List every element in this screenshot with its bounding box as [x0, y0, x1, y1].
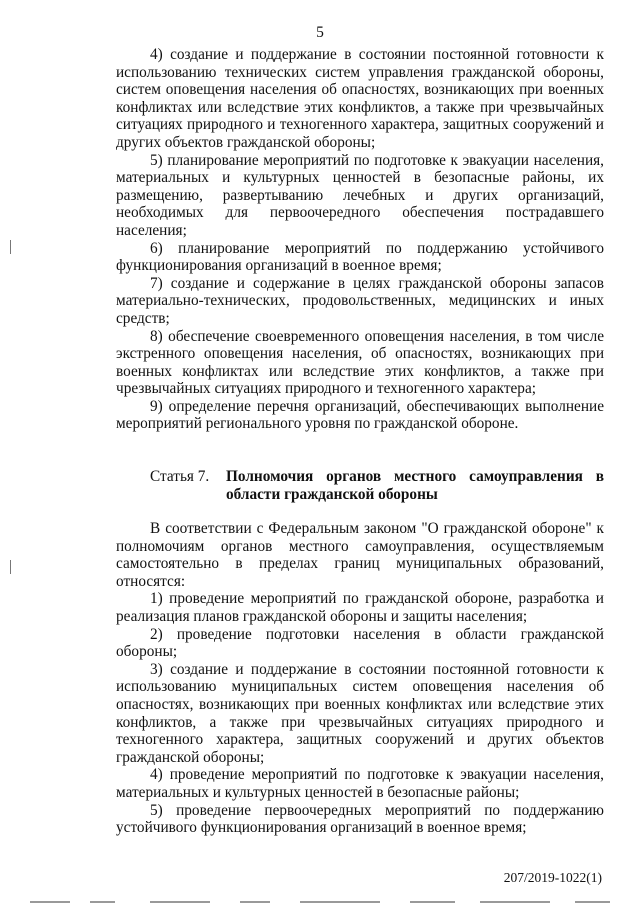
paragraph: 5) планирование мероприятий по подготовке к эвакуации населения, материальных и культурных ценностей в безопасные районы, их размещению, развертыванию лечебных и других организаций, необходимых для первоочередного обеспечения пострадавшего населения;: [116, 151, 604, 239]
bottom-paragraphs: [116, 520, 604, 837]
page-number: 5: [316, 24, 324, 41]
scan-artifact-strip: [0, 893, 640, 905]
paragraph: 3) создание и поддержание в состоянии постоянной готовности к использованию муниципальных систем оповещения населения об опасностях, возникающих при военных конфликтах или вследствие этих конфликтов, а также при чрезвычайных ситуациях природного и техногенного характера, защитных сооружений и других объектов гражданской обороны;: [116, 660, 604, 766]
paragraph: В соответствии с Федеральным законом "О гражданской обороне" к полномочиям органов местного самоуправления, осуществляемым самостоятельно в пределах границ муниципальных образований, относятся:: [116, 520, 604, 590]
scan-margin-mark: [10, 560, 11, 574]
top-paragraphs: [116, 46, 604, 433]
paragraph: 8) обеспечение своевременного оповещения населения, в том числе экстренного оповещения населения, об опасностях, возникающих при военных конфликтах или вследствие этих конфликтов, а также при чрезвычайных ситуациях природного и техногенного характера;: [116, 327, 604, 398]
paragraph: 2) проведение подготовки населения в области гражданской обороны;: [116, 625, 604, 661]
paragraph: 9) определение перечня организаций, обеспечивающих выполнение мероприятий регионального уровня по гражданской обороне.: [116, 397, 604, 433]
paragraph: 4) проведение мероприятий по подготовке к эвакуации населения, материальных и культурных ценностей в безопасные районы;: [116, 766, 604, 801]
document-code: 207/2019-1022(1): [503, 870, 602, 885]
article-heading: [116, 468, 604, 504]
article-title: Полномочия органов местного самоуправления в области гражданской обороны: [226, 468, 604, 503]
paragraph: 7) создание и содержание в целях гражданской обороны запасов материально-технических, продовольственных, медицинских и иных средств;: [116, 274, 604, 327]
paragraph: 5) проведение первоочередных мероприятий по поддержанию устойчивого функционирования организаций в военное время;: [116, 801, 604, 837]
paragraph: 4) создание и поддержание в состоянии постоянной готовности к использованию технических систем управления гражданской обороны, систем оповещения населения об опасностях, возникающих при военных конфликтах или вследствие этих конфликтов, а также при чрезвычайных ситуациях природного и техногенного характера, защитных сооружений и других объектов гражданской обороны;: [116, 46, 604, 151]
article-number: Статья 7.: [150, 468, 210, 485]
paragraph: 1) проведение мероприятий по гражданской обороне, разработка и реализация планов гражданской обороны и защиты населения;: [116, 590, 604, 625]
paragraph: 6) планирование мероприятий по поддержанию устойчивого функционирования организаций в военное время;: [116, 239, 604, 275]
scan-margin-mark: [10, 240, 11, 254]
